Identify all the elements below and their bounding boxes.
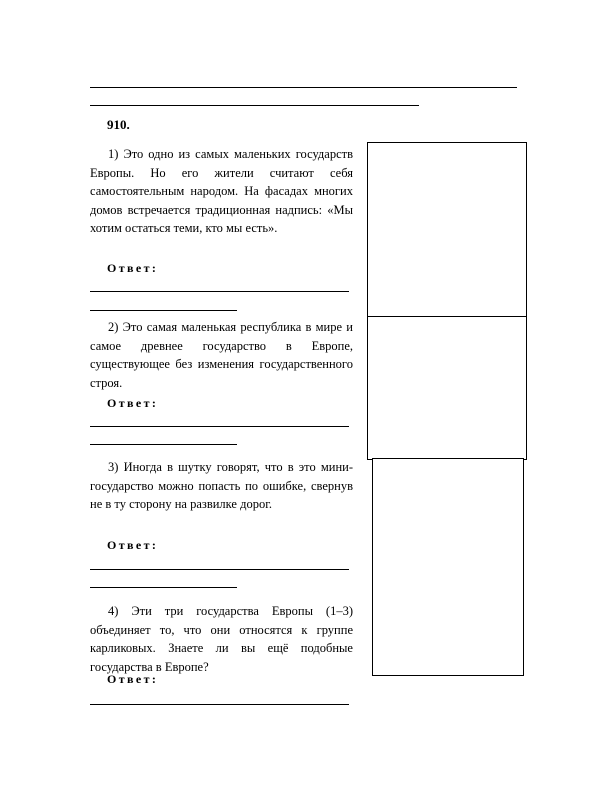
answer-label-1: Ответ: — [107, 261, 159, 275]
answer-line-3a[interactable] — [90, 569, 349, 570]
question-1: 1) Это одно из самых маленьких государств Европы. Но его жители считают себя самостоятельным народом. На фасадах многих домов встречается традиционная надпись: «Мы хотим остаться теми, кто мы есть». — [90, 147, 353, 236]
task-number: 910. — [107, 117, 130, 132]
picture-frame-2 — [367, 316, 527, 460]
answer-label-2: Ответ: — [107, 396, 159, 410]
picture-frame-3 — [372, 458, 524, 676]
top-line-2 — [90, 105, 419, 106]
answer-line-2b[interactable] — [90, 444, 237, 445]
question-2: 2) Это самая маленькая республика в мире и самое древнее государство в Европе, существующее без изменения государственного строя. — [90, 320, 353, 390]
answer-line-4a[interactable] — [90, 704, 349, 705]
answer-line-3b[interactable] — [90, 587, 237, 588]
answer-line-1a[interactable] — [90, 291, 349, 292]
answer-label-3: Ответ: — [107, 538, 159, 552]
answer-line-2a[interactable] — [90, 426, 349, 427]
top-line-1 — [90, 87, 517, 88]
picture-frame-1 — [367, 142, 527, 317]
answer-label-4: Ответ: — [107, 672, 159, 686]
question-4: 4) Эти три государства Европы (1–3) объединяет то, что они относятся к группе карликовых. Знаете ли вы ещё подобные государства в Европе? — [90, 604, 353, 674]
answer-line-1b[interactable] — [90, 310, 237, 311]
question-3: 3) Иногда в шутку говорят, что в это мини-государство можно попасть по ошибке, свернув не в ту сторону на развилке дорог. — [90, 460, 353, 512]
